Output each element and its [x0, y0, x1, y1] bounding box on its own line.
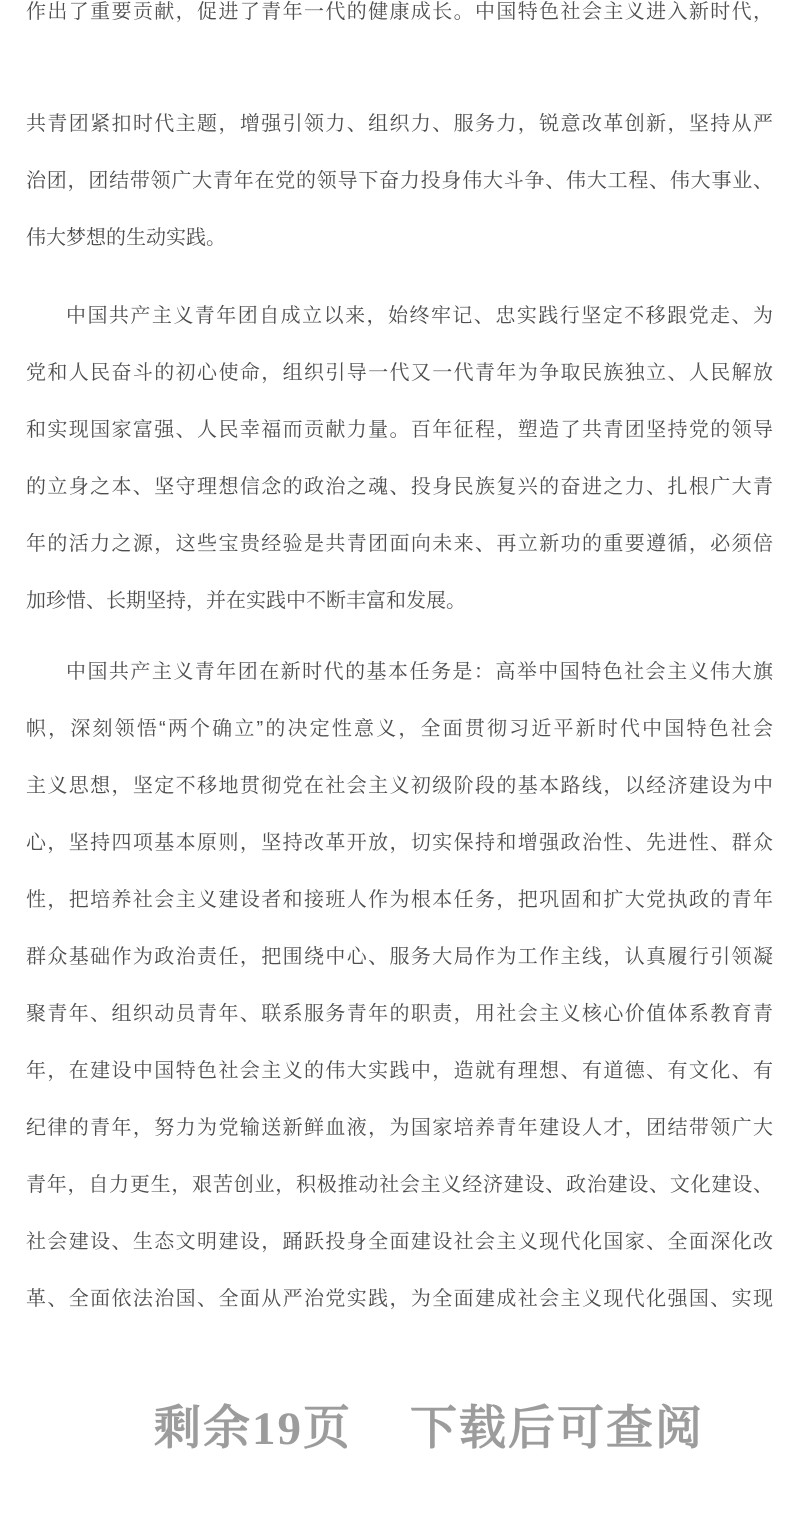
text-line: 帜，深刻领悟“两个确立”的决定性意义，全面贯彻习近平新时代中国特色社会	[26, 718, 773, 740]
text-line: 心，坚持四项基本原则，坚持改革开放，切实保持和增强政治性、先进性、群众	[26, 832, 773, 854]
remaining-pages-text: 剩余19页	[154, 1403, 352, 1455]
paragraph-continuation	[26, 96, 773, 267]
text-line: 的立身之本、坚守理想信念的政治之魂、投身民族复兴的奋进之力、扎根广大青	[26, 476, 773, 498]
text-line: 中国共产主义青年团在新时代的基本任务是：高举中国特色社会主义伟大旗	[66, 661, 773, 683]
text-line: 聚青年、组织动员青年、联系服务青年的职责，用社会主义核心价值体系教育青	[26, 1003, 773, 1025]
text-line: 纪律的青年，努力为党输送新鲜血液，为国家培养青年建设人才，团结带领广大	[26, 1117, 773, 1139]
download-notice	[0, 1398, 800, 1460]
text-line: 共青团紧扣时代主题，增强引领力、组织力、服务力，锐意改革创新，坚持从严	[26, 113, 773, 135]
paragraph-basic-tasks	[26, 644, 773, 1328]
text-line: 主义思想，坚定不移地贯彻党在社会主义初级阶段的基本路线，以经济建设为中	[26, 775, 773, 797]
paragraph-fragment-top	[26, 0, 773, 41]
text-line: 年，在建设中国特色社会主义的伟大实践中，造就有理想、有道德、有文化、有	[26, 1060, 773, 1082]
text-line: 作出了重要贡献，促进了青年一代的健康成长。中国特色社会主义进入新时代，	[26, 1, 773, 23]
text-line: 社会建设、生态文明建设，踊跃投身全面建设社会主义现代化国家、全面深化改	[26, 1231, 773, 1253]
text-line: 治团，团结带领广大青年在党的领导下奋力投身伟大斗争、伟大工程、伟大事业、	[26, 170, 773, 192]
text-line: 伟大梦想的生动实践。	[26, 227, 226, 249]
text-line: 党和人民奋斗的初心使命，组织引导一代又一代青年为争取民族独立、人民解放	[26, 362, 773, 384]
text-line: 和实现国家富强、人民幸福而贡献力量。百年征程，塑造了共青团坚持党的领导	[26, 419, 773, 441]
text-line: 青年，自力更生，艰苦创业，积极推动社会主义经济建设、政治建设、文化建设、	[26, 1174, 773, 1196]
text-line: 革、全面依法治国、全面从严治党实践，为全面建成社会主义现代化强国、实现	[26, 1288, 773, 1310]
text-line: 加珍惜、长期坚持，并在实践中不断丰富和发展。	[26, 590, 466, 612]
text-line: 性，把培养社会主义建设者和接班人作为根本任务，把巩固和扩大党执政的青年	[26, 889, 773, 911]
text-line: 年的活力之源，这些宝贵经验是共青团面向未来、再立新功的重要遵循，必须倍	[26, 533, 773, 555]
text-line: 中国共产主义青年团自成立以来，始终牢记、忠实践行坚定不移跟党走、为	[66, 305, 773, 327]
paragraph-mission	[26, 288, 773, 630]
download-hint-text: 下载后可查阅	[410, 1403, 704, 1455]
text-line: 群众基础作为政治责任，把围绕中心、服务大局作为工作主线，认真履行引领凝	[26, 946, 773, 968]
